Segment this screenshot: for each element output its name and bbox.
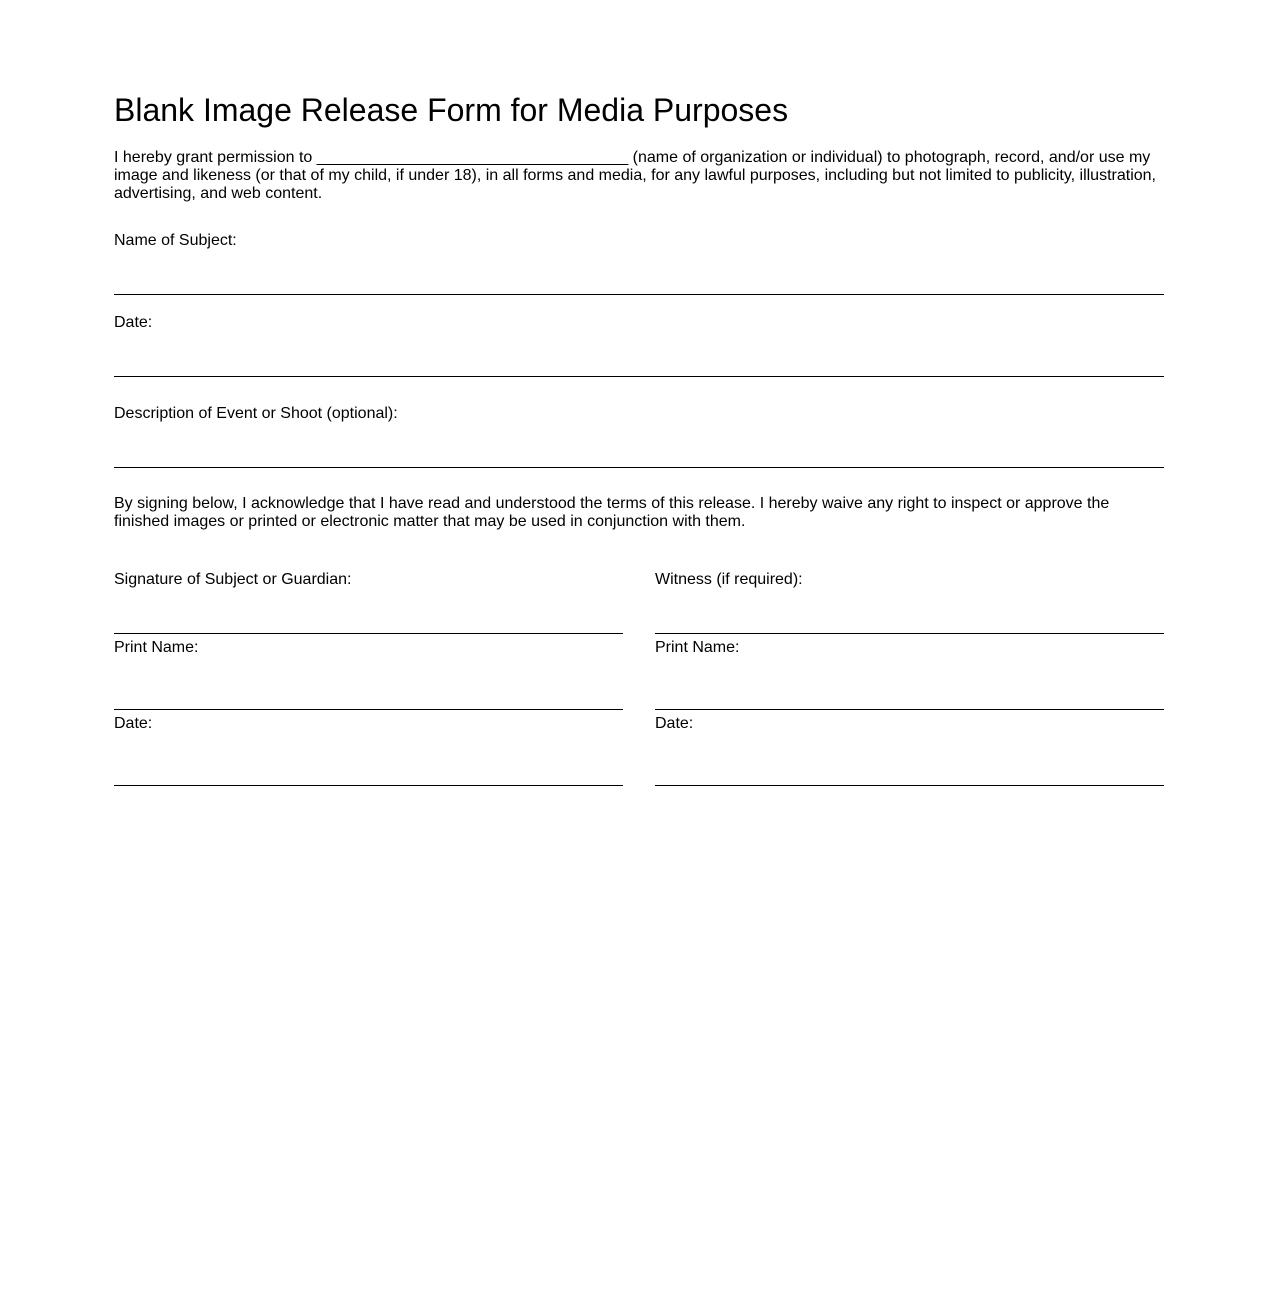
witness-print-name-label: Print Name:: [655, 639, 740, 656]
witness-date-field: [655, 715, 1164, 786]
signature-section: [114, 571, 1164, 786]
subject-signature-column: [114, 571, 623, 786]
release-form: [114, 88, 1164, 786]
description-label: Description of Event or Shoot (optional):: [114, 405, 398, 422]
witness-print-name-line[interactable]: [655, 657, 1164, 710]
acknowledgment-paragraph: By signing below, I acknowledge that I have read and understood the terms of this release. I hereby waive any right to inspect or approve the finished images or printed or electronic matter that may be used in conjunction with them.: [114, 495, 1110, 530]
name-of-subject-field: [114, 232, 1164, 295]
date-label: Date:: [114, 314, 153, 331]
witness-print-name-field: [655, 639, 1164, 710]
name-of-subject-label: Name of Subject:: [114, 232, 237, 249]
subject-signature-field: [114, 571, 623, 634]
witness-date-line[interactable]: [655, 733, 1164, 786]
date-line[interactable]: [114, 332, 1164, 377]
subject-date-line[interactable]: [114, 733, 623, 786]
subject-print-name-field: [114, 639, 623, 710]
witness-date-label: Date:: [655, 715, 694, 732]
subject-date-field: [114, 715, 623, 786]
witness-signature-field: [655, 571, 1164, 634]
page-title: Blank Image Release Form for Media Purposes: [114, 92, 789, 128]
description-field: [114, 405, 1164, 468]
subject-print-name-line[interactable]: [114, 657, 623, 710]
subject-date-label: Date:: [114, 715, 153, 732]
permission-paragraph: I hereby grant permission to ___________________________________ (name of organization or individual) to photograph, record, and/or use my image and likeness (or that of my child, if under 18), in all forms and media, for any lawful purposes, including but not limited to publicity, illustration, advertising, and web content.: [114, 149, 1156, 202]
date-field: [114, 314, 1164, 377]
subject-signature-line[interactable]: [114, 589, 623, 634]
description-line[interactable]: [114, 423, 1164, 468]
subject-signature-label: Signature of Subject or Guardian:: [114, 571, 352, 588]
witness-signature-label: Witness (if required):: [655, 571, 803, 588]
witness-signature-line[interactable]: [655, 589, 1164, 634]
name-of-subject-line[interactable]: [114, 250, 1164, 295]
subject-print-name-label: Print Name:: [114, 639, 199, 656]
witness-signature-column: [655, 571, 1164, 786]
